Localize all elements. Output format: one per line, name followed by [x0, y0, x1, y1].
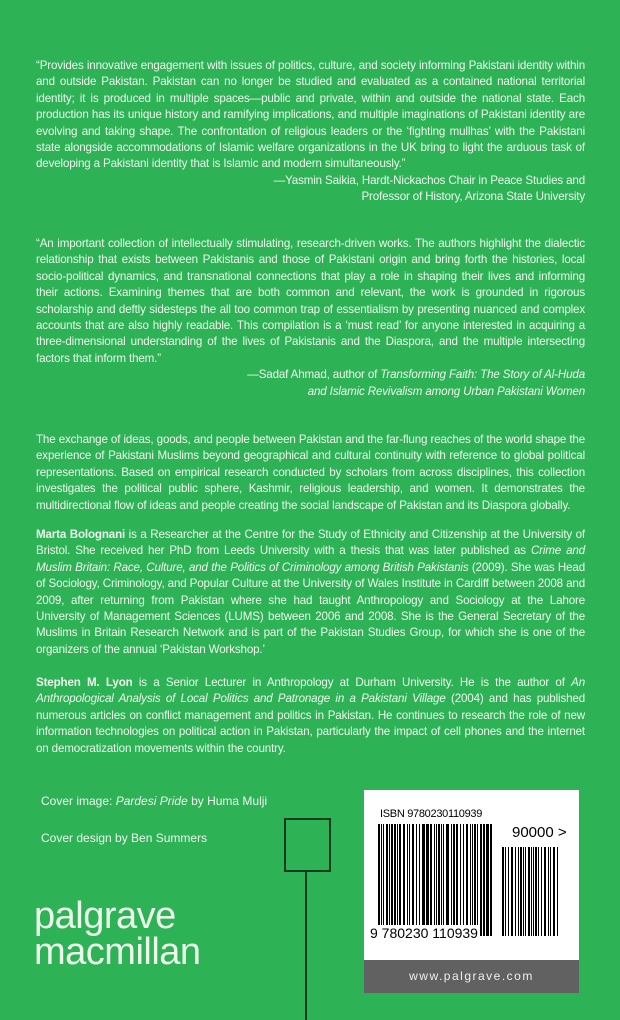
barcode-bar	[553, 847, 555, 936]
barcode-bar	[386, 824, 388, 936]
quote-text: “An important collection of intellectually stimulating, research-driven works. The authors highlight the dialectic relationship that exists between Pakistanis and those of Pakistani origin and bring forth the histories, local socio-political dynamics, and transnational connections that play a role in shaping their lives and informing their actions. Examining themes that are both common and relevant, the work is grounded in rigorous scholarship and deftly sidesteps the all too common trap of essentialism by presenting nuanced and complex accounts that are also highly readable. This compilation is a ‘must read’ for anyone interested in acquiring a three-dimensional understanding of the lives of Pakistanis and the Diaspora, and the multiple intersecting factors that inform them.”	[36, 237, 585, 365]
barcode-bar	[416, 824, 417, 936]
barcode-bar	[407, 824, 408, 936]
barcode-bar	[508, 847, 509, 936]
barcode-bar	[505, 847, 506, 936]
barcode-bar	[460, 824, 461, 936]
barcode-bar	[520, 847, 522, 936]
barcode-bar	[430, 824, 432, 936]
barcode-bar	[409, 824, 410, 936]
barcode-bar	[490, 824, 492, 936]
barcode-bar	[486, 824, 487, 936]
barcode-panel	[364, 790, 579, 993]
author-bio-lyon	[36, 675, 585, 757]
barcode-bar	[456, 824, 458, 936]
cover-design-credit: Cover design by Ben Summers	[41, 831, 208, 845]
barcode-bar	[466, 824, 468, 936]
attribution-book-title: Transforming Faith: The Story of Al-Huda	[380, 368, 585, 382]
book-title: An Anthropological Analysis of Local Politics and Patronage in a Pakistani Village	[36, 676, 585, 706]
barcode-bar	[550, 847, 551, 936]
book-title: Crime and Muslim Britain: Race, Culture, and the Politics of Criminology among British Pakistanis	[36, 544, 585, 574]
barcode-bar	[541, 847, 542, 936]
book-description: The exchange of ideas, goods, and people between Pakistan and the far-flung reaches of the world shape the experience of Pakistani Muslims beyond geographical and cultural continuity with reference to global political representations. Based on empirical research conducted by scholars from across disciplines, this collection investigates the political public sphere, Kashmir, religious leadership, and women. It demonstrates the multidirectional flow of ideas and people creating the social landscape of Pakistan and its Diaspora globally.	[36, 433, 585, 512]
artist: by Huma Mulji	[187, 794, 268, 808]
cover-image-credit	[41, 794, 267, 808]
barcode-bar	[422, 824, 424, 936]
barcode-bar	[438, 824, 440, 936]
barcode-bar	[511, 847, 513, 936]
barcode-bar	[515, 847, 516, 936]
barcode-bar	[434, 824, 435, 936]
barcode-bar	[383, 824, 384, 936]
barcode-bar	[472, 824, 473, 936]
barcode-bar	[403, 824, 405, 936]
barcode-bar	[535, 847, 537, 936]
barcode-bar	[378, 824, 380, 936]
barcode-bar	[548, 847, 549, 936]
barcode-bar	[427, 824, 428, 936]
bio-text: is a Senior Lecturer in Anthropology at Durham University. He is the author of	[132, 676, 572, 689]
barcode-bar	[544, 847, 546, 936]
isbn-barcode	[378, 824, 494, 936]
barcode-bar	[391, 824, 392, 936]
barcode-bar	[451, 824, 452, 936]
barcode-bar	[557, 847, 558, 936]
barcode-bar	[412, 824, 414, 936]
barcode-bar	[443, 824, 444, 936]
price-code: 90000 >	[512, 824, 567, 841]
barcode-bar	[483, 824, 485, 936]
isbn-label: ISBN 9780230110939	[380, 808, 483, 820]
barcode-bar	[446, 824, 448, 936]
barcode-bar	[523, 847, 524, 936]
barcode-bar	[394, 824, 396, 936]
bio-text: (2004) and has published numerous articles on conflict management and politics in Pakistan. He continues to research the role of new information technologies on political action in Pakistan, particularly the impact of cell phones and the internet on democratization movements within the country.	[36, 692, 585, 755]
barcode-bar	[528, 847, 530, 936]
barcode-bar	[453, 824, 454, 936]
attribution-book-title: and Islamic Revivalism among Urban Pakistani Women	[307, 384, 585, 398]
barcode-bar	[531, 847, 532, 936]
review-quote-2	[36, 236, 585, 400]
decorative-line	[305, 870, 307, 1020]
bio-text: is a Researcher at the Centre for the Study of Ethnicity and Citizenship at the University of Bristol. She received her PhD from Leeds University with a thesis that was later published as	[36, 528, 585, 558]
barcode-bar	[538, 847, 539, 936]
quote-attribution	[36, 367, 585, 383]
barcode-bar	[470, 824, 471, 936]
barcode-bar	[487, 824, 488, 936]
quote-attribution: —Yasmin Saikia, Hardt-Nickachos Chair in Peace Studies and	[273, 173, 585, 187]
barcode-bar	[399, 824, 400, 936]
barcode-digits: 9 780230 110939	[370, 925, 478, 941]
author-bio-bolognani	[36, 527, 585, 658]
attribution-prefix: —Sadaf Ahmad, author of	[247, 368, 381, 382]
barcode-bar	[502, 847, 504, 936]
barcode-bar	[533, 847, 534, 936]
barcode-bar	[389, 824, 390, 936]
author-name: Stephen M. Lyon	[36, 676, 133, 689]
quote-attribution	[36, 384, 585, 400]
barcode-bar	[381, 824, 382, 936]
barcode-bar	[463, 824, 464, 936]
credit-label: Cover image:	[41, 794, 116, 808]
quote-attribution: Professor of History, Arizona State University	[361, 190, 585, 204]
logo-line: palgrave	[34, 895, 176, 937]
barcode-bar	[518, 847, 519, 936]
publisher-website: www.palgrave.com	[364, 960, 579, 993]
price-barcode	[502, 847, 560, 936]
review-quote-1	[36, 58, 585, 206]
author-name: Marta Bolognani	[36, 528, 126, 541]
bio-text: (2009). She was Head of Sociology, Criminology, and Popular Culture at the University of Wales Institute in Cardiff between 2008 and 2009, after returning from Pakistan where she had taught Anthropology and Sociology at the Lahore University of Management Sciences (LUMS) between 2006 and 2008. She is the General Secretary of the Muslims in Britain Research Network and is part of the Pakistan Studies Group, for which she is one of the organizers of the annual ‘Pakistan Workshop.’	[36, 560, 585, 656]
palgrave-macmillan-logo	[34, 895, 201, 973]
barcode-bar	[419, 824, 420, 936]
barcode-bar	[441, 824, 442, 936]
barcode-bar	[480, 824, 481, 936]
logo-line: macmillan	[34, 931, 201, 973]
artwork-title: Pardesi Pride	[115, 794, 188, 808]
decorative-square	[284, 818, 331, 872]
barcode-bar	[525, 847, 526, 936]
barcode-bar	[397, 824, 398, 936]
barcode-bar	[436, 824, 437, 936]
barcode-bar	[426, 824, 427, 936]
barcode-bar	[474, 824, 476, 936]
quote-text: “Provides innovative engagement with issues of politics, culture, and society informing Pakistani identity within and outside Pakistan. Pakistan can no longer be studied and evaluated as a contained national territorial identity; it is produced in multiple spaces—public and private, within and outside the national state. Each production has its unique history and ramifying implications, and multiple imaginations of Pakistani identity are evolving and taking shape. The confrontation of religious leaders or the ‘fighting mullhas’ with the Pakistani state alongside accommodations of Islamic welfare organizations in the UK bring to light the arduous task of developing a Pakistani identity that is Islamic and modern simultaneously.”	[36, 59, 585, 171]
barcode-bar	[477, 824, 478, 936]
